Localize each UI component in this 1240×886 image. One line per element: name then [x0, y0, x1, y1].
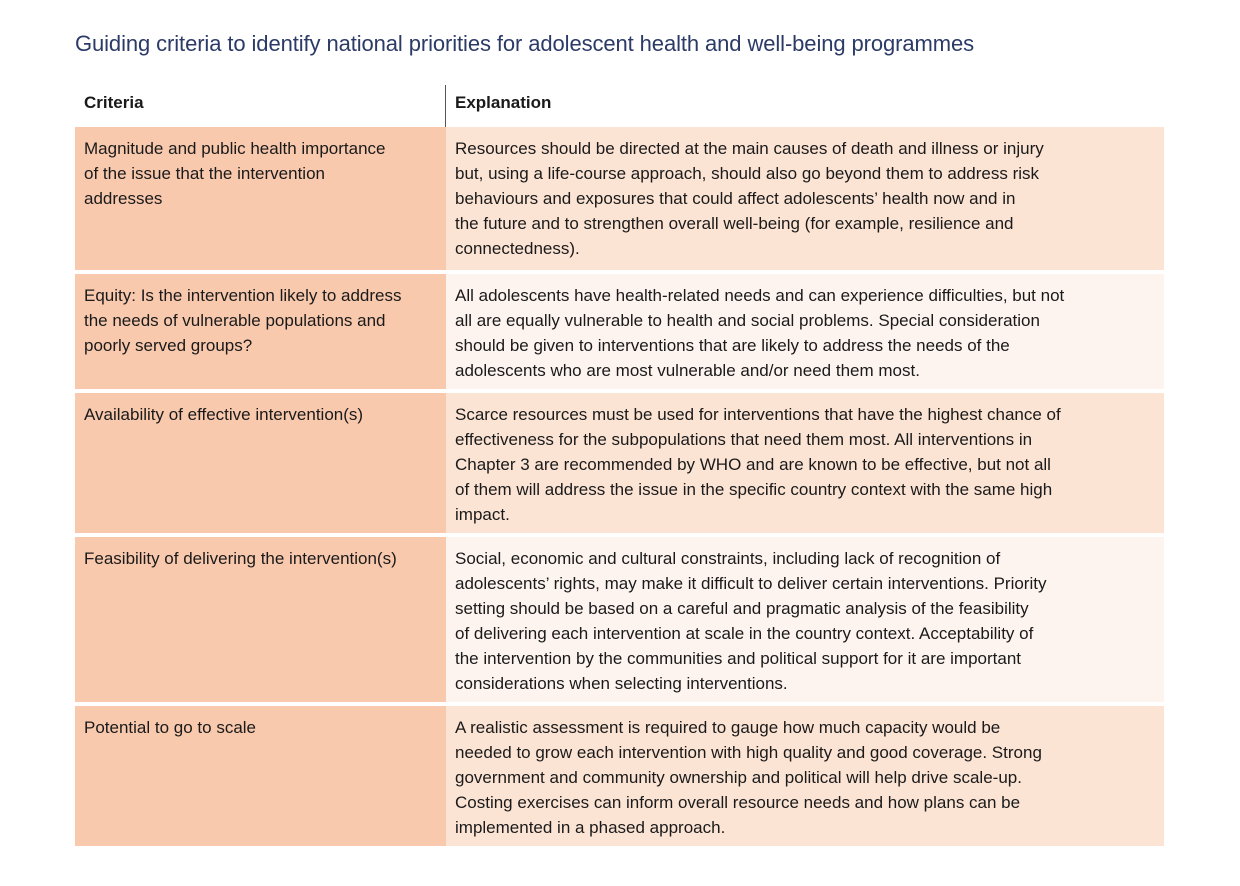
table-row	[75, 393, 1164, 533]
table-row	[75, 537, 1164, 702]
criteria-cell: Equity: Is the intervention likely to address the needs of vulnerable populations and poorly served groups?	[75, 274, 446, 389]
criteria-column-header: Criteria	[75, 85, 446, 127]
explanation-cell: Social, economic and cultural constraints, including lack of recognition of adolescents’ rights, may make it difficult to deliver certain interventions. Priority setting should be based on a careful and pragmatic analysis of the feasibility of delivering each intervention at scale in the country context. Acceptability of the intervention by the communities and political support for it are important considerations when selecting interventions.	[446, 537, 1164, 702]
explanation-cell: A realistic assessment is required to gauge how much capacity would be needed to grow each intervention with high quality and good coverage. Strong government and community ownership and political will help drive scale-up. Costing exercises can inform overall resource needs and how plans can be implemented in a phased approach.	[446, 706, 1164, 846]
table-row	[75, 127, 1164, 270]
explanation-column-header: Explanation	[455, 93, 552, 112]
explanation-cell: Resources should be directed at the main causes of death and illness or injury but, using a life-course approach, should also go beyond them to address risk behaviours and exposures that could affect adolescents’ health now and in the future and to strengthen overall well-being (for example, resilience and connectedness).	[446, 127, 1164, 270]
explanation-cell: All adolescents have health-related needs and can experience difficulties, but not all are equally vulnerable to health and social problems. Special consideration should be given to interventions that are likely to address the needs of the adolescents who are most vulnerable and/or need them most.	[446, 274, 1164, 389]
explanation-cell: Scarce resources must be used for interventions that have the highest chance of effectiveness for the subpopulations that need them most. All interventions in Chapter 3 are recommended by WHO and are known to be effective, but not all of them will address the issue in the specific country context with the same high impact.	[446, 393, 1164, 533]
criteria-table	[75, 85, 1164, 846]
table-title: Guiding criteria to identify national priorities for adolescent health and well-being programmes	[75, 31, 974, 56]
criteria-cell: Feasibility of delivering the intervention(s)	[75, 537, 446, 702]
table-row	[75, 274, 1164, 389]
criteria-cell: Availability of effective intervention(s)	[75, 393, 446, 533]
table-header-row	[75, 85, 1164, 127]
criteria-cell: Magnitude and public health importance of the issue that the intervention addresses	[75, 127, 446, 270]
table-row	[75, 706, 1164, 846]
criteria-cell: Potential to go to scale	[75, 706, 446, 846]
